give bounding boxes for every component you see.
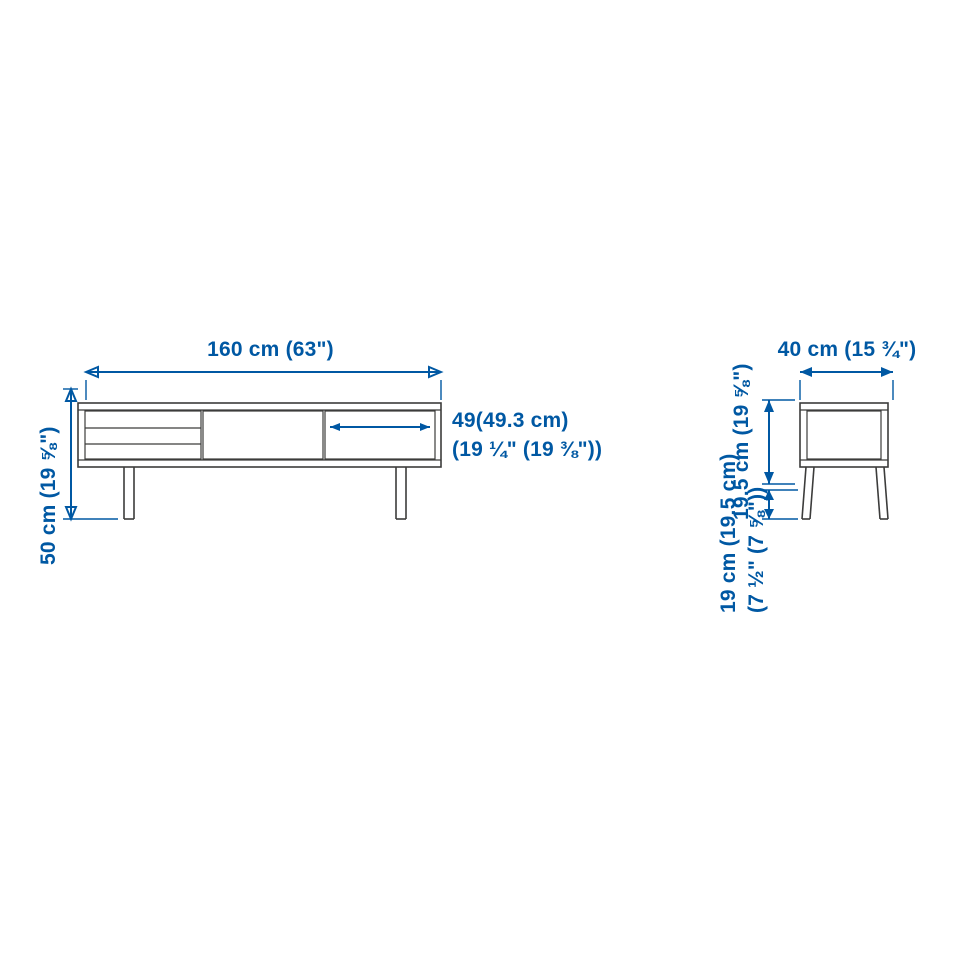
leg-height-label-line1: 19 cm (19.5 cm) [717, 453, 740, 613]
front-height-label: 50 cm (19 ⅝") [37, 426, 60, 565]
side-view-dimensions [762, 367, 893, 519]
side-depth-label: 40 cm (15 ¾") [777, 338, 917, 361]
leg-height-label-line2: (7 ½" (7 ⅝")) [745, 486, 768, 613]
side-height-label: 19.5 cm (19 ⅝") [730, 363, 753, 520]
side-view-furniture [800, 403, 888, 519]
compartment-width-label-line2: (19 ¼" (19 ⅜")) [452, 438, 603, 461]
compartment-width-label-line1: 49(49.3 cm) [452, 409, 569, 432]
front-view-dimensions [63, 367, 441, 519]
front-width-label: 160 cm (63") [207, 338, 334, 361]
front-view-furniture [78, 403, 441, 519]
